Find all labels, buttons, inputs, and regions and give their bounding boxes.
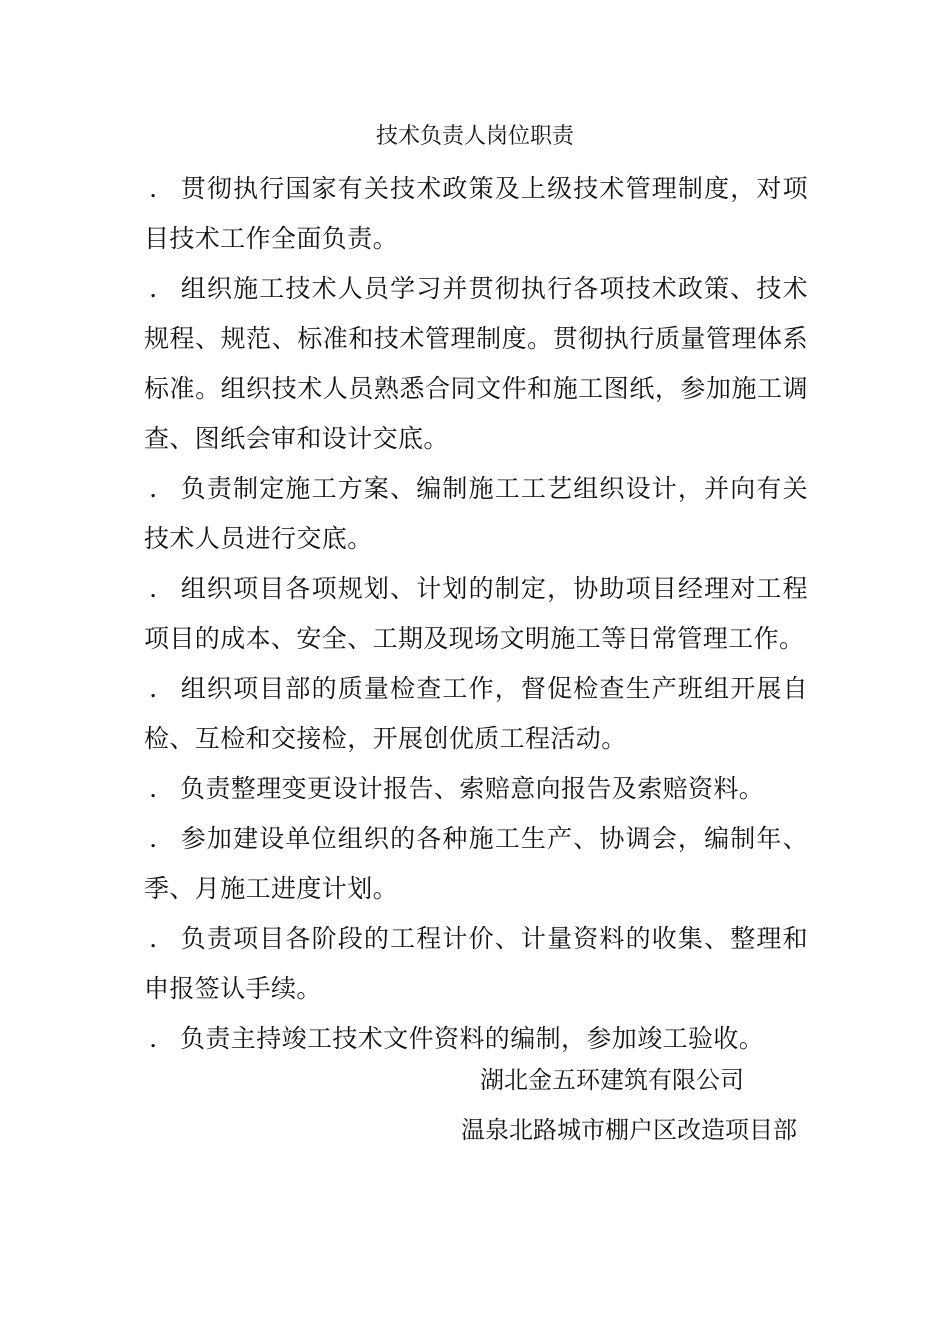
bullet-mark: ． <box>149 774 175 803</box>
duty-text: 参加建设单位组织的各种施工生产、协调会，编制年、季、月施工进度计划。 <box>144 824 808 903</box>
company-name: 湖北金五环建筑有限公司 <box>480 1066 744 1094</box>
duty-item <box>144 1014 808 1064</box>
duty-text: 负责制定施工方案、编制施工工艺组织设计，并向有关技术人员进行交底。 <box>144 474 808 553</box>
duty-item <box>144 914 808 1014</box>
bullet-mark: ． <box>149 274 175 303</box>
duty-item <box>144 814 808 914</box>
project-department: 温泉北路城市棚户区改造项目部 <box>461 1116 797 1144</box>
bullet-mark: ． <box>149 924 175 953</box>
bullet-mark: ． <box>149 574 175 603</box>
duty-text: 贯彻执行国家有关技术政策及上级技术管理制度，对项目技术工作全面负责。 <box>144 174 808 253</box>
duty-item <box>144 264 808 464</box>
bullet-mark: ． <box>149 674 175 703</box>
duty-item <box>144 764 808 814</box>
duty-text: 负责主持竣工技术文件资料的编制，参加竣工验收。 <box>180 1024 765 1053</box>
duty-item <box>144 664 808 764</box>
duty-item <box>144 564 808 664</box>
bullet-mark: ． <box>149 174 175 203</box>
bullet-mark: ． <box>149 1024 175 1053</box>
document-title: 技术负责人岗位职责 <box>375 124 574 149</box>
duty-text: 组织项目各项规划、计划的制定，协助项目经理对工程项目的成本、安全、工期及现场文明施工等日常管理工作。 <box>144 574 808 653</box>
duty-text: 组织施工技术人员学习并贯彻执行各项技术政策、技术规程、规范、标准和技术管理制度。贯彻执行质量管理体系标准。组织技术人员熟悉合同文件和施工图纸，参加施工调查、图纸会审和设计交底。 <box>144 274 808 453</box>
duty-text: 组织项目部的质量检查工作，督促检查生产班组开展自检、互检和交接检，开展创优质工程活动。 <box>144 674 808 753</box>
duties-list <box>144 164 808 1064</box>
duty-item <box>144 164 808 264</box>
duty-text: 负责项目各阶段的工程计价、计量资料的收集、整理和申报签认手续。 <box>144 924 808 1003</box>
duty-item <box>144 464 808 564</box>
bullet-mark: ． <box>149 824 175 853</box>
bullet-mark: ． <box>149 474 175 503</box>
duty-text: 负责整理变更设计报告、索赔意向报告及索赔资料。 <box>180 774 765 803</box>
